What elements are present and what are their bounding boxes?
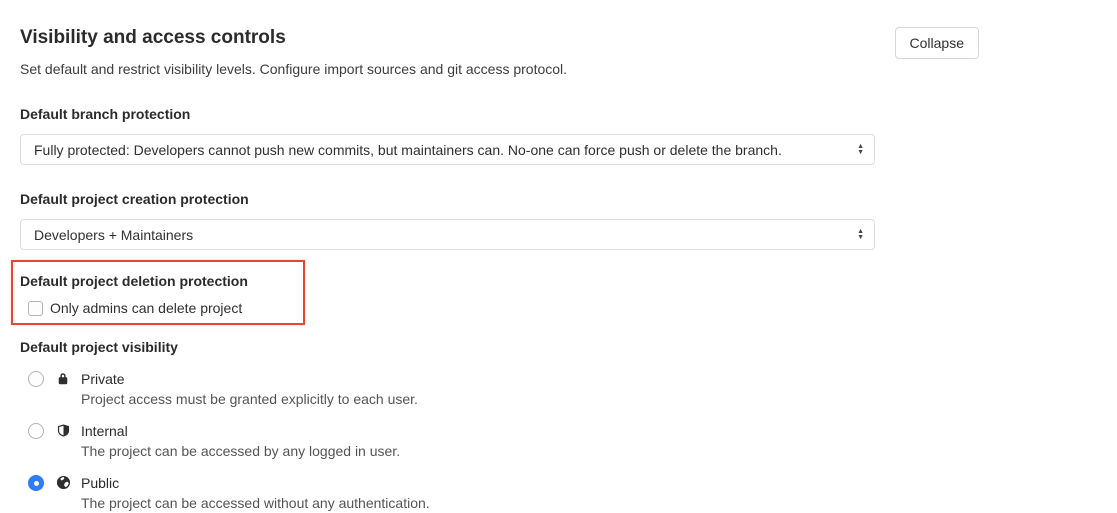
private-radio[interactable]	[28, 371, 44, 387]
deletion-checkbox-row	[20, 300, 875, 316]
project-creation-group	[20, 190, 875, 250]
public-radio[interactable]	[28, 475, 44, 491]
project-creation-select[interactable]	[20, 219, 875, 250]
page-subtitle: Set default and restrict visibility levels. Configure import sources and git access protocol.	[20, 61, 568, 77]
only-admins-delete-checkbox[interactable]	[28, 301, 43, 316]
project-creation-selected-value: Developers + Maintainers	[34, 226, 194, 243]
private-description: Project access must be granted explicitly to each user.	[81, 391, 418, 407]
public-label[interactable]: Public	[81, 475, 120, 491]
visibility-option-private	[20, 370, 875, 409]
visibility-option-text	[81, 422, 400, 461]
visibility-option-internal	[20, 422, 875, 461]
project-deletion-group	[20, 260, 875, 325]
project-visibility-label: Default project visibility	[20, 339, 178, 355]
select-updown-icon: ▲ ▼	[857, 227, 864, 241]
internal-label[interactable]: Internal	[81, 423, 128, 439]
collapse-button[interactable]: Collapse	[895, 27, 979, 59]
visibility-option-public	[20, 474, 875, 513]
internal-radio[interactable]	[28, 423, 44, 439]
visibility-option-text	[81, 474, 430, 513]
internal-description: The project can be accessed by any logged in user.	[81, 443, 401, 459]
public-description: The project can be accessed without any authentication.	[81, 495, 430, 511]
shield-icon	[55, 423, 71, 438]
visibility-option-text	[81, 370, 418, 409]
project-visibility-group	[20, 338, 875, 513]
private-label[interactable]: Private	[81, 371, 125, 387]
only-admins-delete-label[interactable]: Only admins can delete project	[50, 300, 243, 316]
globe-icon	[55, 475, 71, 490]
branch-protection-selected-value: Fully protected: Developers cannot push new commits, but maintainers can. No-one can force push or delete the branch.	[34, 141, 782, 158]
section-header-text	[20, 26, 567, 78]
lock-icon	[55, 371, 71, 386]
section-header	[20, 26, 979, 78]
settings-form	[20, 105, 875, 513]
branch-protection-group	[20, 105, 875, 165]
page-title: Visibility and access controls	[20, 27, 286, 48]
branch-protection-select[interactable]	[20, 134, 875, 165]
select-updown-icon: ▲ ▼	[857, 142, 864, 156]
project-deletion-label: Default project deletion protection	[20, 273, 248, 289]
project-creation-label: Default project creation protection	[20, 191, 249, 207]
branch-protection-label: Default branch protection	[20, 106, 191, 122]
